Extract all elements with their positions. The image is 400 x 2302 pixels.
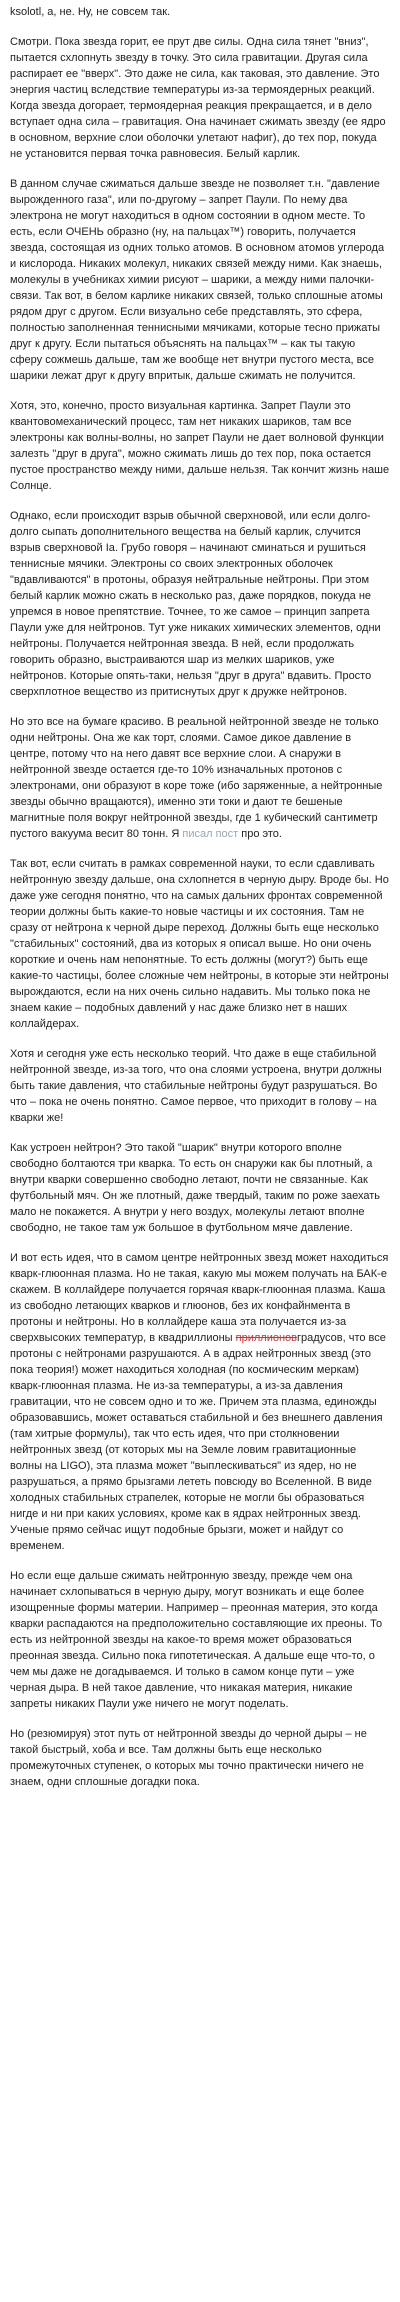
paragraph-4: Однако, если происходит взрыв обычной сверхновой, или если долго-долго сыпать дополнительного вещества на белый карлик, случится взрыв сверхновой Ia. Грубо говоря – начинают сминаться и рушиться теннисные мячики. Электроны со своих электронных оболочек "вдавливаются" в протоны, образуя нейтральные нейтроны. При этом белый карлик можно сжать в несколько раз, даже порядков, покуда не упремся в новое препятствие. Точнее, то же самое – принцип запрета Паули уже для нейтронов. Тут уже никаких химических элементов, одни нейтроны. Получается нейтронная звезда. В ней, если продолжать говорить образно, выстраиваются шар из мелких шариков, уже нейтронов. Которые опять-таки, нельзя "друг в друга" вдавить. Просто сверхплотное вещество из притиснутых друг к дружке нейтронов. [10, 510, 381, 698]
reply-header [10, 4, 390, 20]
paragraph-8: Как устроен нейтрон? Это такой "шарик" внутри которого вполне свободно болтаются три кварка. То есть он снаружи как бы плотный, а внутри кварки совершенно свободно летают, почти не связанные. Как футбольный мяч. Он же плотный, даже твердый, таким по роже заехать мало не покажется. А внутри у него воздух, молекулы летают вполне свободно, не такое там уж большое в футбольном мяче давление. [10, 1142, 381, 1234]
paragraph-2: В данном случае сжиматься дальше звезде не позволяет т.н. "давление вырожденного газа", или по-другому – запрет Паули. По нему два электрона не могут находиться в одном состоянии в одном месте. То есть, если ОЧЕНЬ образно (ну, на пальцах™) говорить, получается звезда, состоящая из одних только атомов. В основном атомов углерода и кислорода. Никаких молекул, никаких связей между ними. Как знаешь, молекулы в учебниках химии рисуют – шарики, а между ними палочки-связи. Так вот, в белом карлике никаких связей, только сплошные атомы рядом друг с другом. Если визуально себе представлять, это сфера, полностью заполненная теннисными мячиками, которые тесно прижаты друг к другу. Если пытаться объяснять на пальцах™ – как ты такую сферу сожмешь дальше, там же вообще нет внутри пустого места, все шарики лежат друг к другу впритык, дальше сжимать не получится. [10, 178, 385, 382]
reply-intro-text: , а, не. Ну, не совсем так. [41, 6, 171, 18]
paragraph-5-text: Но это все на бумаге красиво. В реальной нейтронной звезде не только одни нейтроны. Она же как торт, слоями. Самое дикое давление в центре, потому что на него давят все верхние слои. А снаружи в нейтронной звезде остается где-то 10% изначальных протонов с электронами, они образуют в коре тоже (ибо заряженные, а нейтронные звезды обычно вращаются), именно эти токи и дают те бешеные магнитные поля вокруг нейтронной звезды, где 1 кубический сантиметр пустого вакуума весит 80 тонн. Я [10, 716, 383, 840]
paragraph-1: Смотри. Пока звезда горит, ее прут две силы. Одна сила тянет "вниз", пытается схлопнуть звезду в точку. Это сила гравитации. Другая сила распирает ее "вверх". Это даже не сила, как таковая, это давление. Это энергия частиц вследствие температуры из-за термоядерных реакций. Когда звезда догорает, термоядерная реакция прекращается, и в дело вступает одна сила – гравитация. Она начинает сжимать звезду (ее ядро в основном, верхние слои оболочки улетают нафиг), до тех пор, покуда не установится первая точка равновесия. Белый карлик. [10, 36, 386, 160]
paragraph-11: Но (резюмируя) этот путь от нейтронной звезды до черной дыры – не такой быстрый, хоба и все. Там должны быть еще несколько промежуточных ступенек, о которых мы точно практически ничего не знаем, одни сплошные догадки пока. [10, 1728, 367, 1788]
paragraph-5 [10, 714, 390, 842]
paragraph-3: Хотя, это, конечно, просто визуальная картинка. Запрет Паули это квантовомеханический процесс, там нет никаких шариков, там все электроны как волны-волны, но запрет Паули не дает волновой функции залезть "друг в друга", можно сжимать лишь до тех пор, пока остается пустое пространство между ними, дальше нельзя. Так кончит жизнь наше Солнце. [10, 400, 390, 492]
paragraph-5-tail: про это. [238, 828, 282, 840]
author-name[interactable]: ksolotl [10, 6, 42, 18]
post-link[interactable]: писал пост [182, 828, 239, 840]
paragraph-9-text: И вот есть идея, что в самом центре нейтронных звезд может находиться кварк-глюонная плазма. Но не такая, какую мы можем получать на БАК-е скажем. В коллайдере получается горячая кварк-глюонная плазма. Каша из свободно летающих кварков и глюонов, без их конфайнмента в протоны и нейтроны. Но в коллайдере каша эта получается из-за сверхвысоких температур, в квадриллионы [10, 1252, 389, 1344]
strikethrough-word: приллионов [235, 1332, 297, 1344]
paragraph-6: Так вот, если считать в рамках современной науки, то если сдавливать нейтронную звезду дальше, она схлопнется в черную дыру. Вроде бы. Но даже уже сегодня понятно, что на самых дальних фронтах современной теории должны быть какие-то новые частицы и их состояния. Там не сразу от нейтрона к черной дыре переход. Должны быть еще несколько "стабильных" состояний, два из которых я описал выше. Но они очень короткие и очень нам непонятные. То есть должны (могут?) быть еще какие-то частицы, более сложные чем нейтроны, в которые эти нейтроны вырождаются, если на них очень сильно надавить. Мы только пока не знаем какие – подобных давлений у нас даже близко нет в наших коллайдерах. [10, 858, 389, 1030]
paragraph-9 [10, 1250, 390, 1554]
paragraph-9-tail: градусов, что все протоны с нейтронами разрушаются. А в адрах нейтронных звезд (это пока теория!) может находиться холодная (по космическим меркам) кварк-глюонная плазма. Не из-за температуры, а из-за давления гравитации, что не совсем одно и то же. Причем эта плазма, единожды образовавшись, может оставаться стабильной и без внешнего давления (там хитрые формулы), так что есть идея, что при столкновении нейтронных звезд (от которых мы на Земле ловим гравитационные волны на LIGO), эта плазма может "выплескиваться" из ядер, но не разрушаться, а прямо брызгами лететь повсюду во Вселенной. В виде холодных стабильных страпелек, которые не могли бы образоваться нигде и ни при каких условиях, кроме как в ядрах нейтронных звезд. Ученые прямо сейчас ищут подобные брызги, может и найдут со временем. [10, 1332, 386, 1552]
paragraph-10: Но если еще дальше сжимать нейтронную звезду, прежде чем она начинает схлопываться в черную дыру, могут возникать и еще более изощренные формы материи. Например – преонная материя, это когда кварки распадаются на предположительно составляющие их преоны. То есть из нейтронной звезды на какое-то время может образоваться преонная звезда. Сильно пока гипотетическая. А дальше еще что-то, о чем мы даже не догадываемся. И только в самом конце пути – уже черная дыра. В ней такое давление, что никакая материя, никакие запреты никаких Паули уже ничего не могут поделать. [10, 1570, 383, 1710]
paragraph-7: Хотя и сегодня уже есть несколько теорий. Что даже в еще стабильной нейтронной звезде, из-за того, что она слоями устроена, внутри должны быть такие давления, что стабильные нейтроны будут разрушаться. Во что – пока не очень понятно. Самое первое, что приходит в голову – на кварки же! [10, 1048, 382, 1124]
